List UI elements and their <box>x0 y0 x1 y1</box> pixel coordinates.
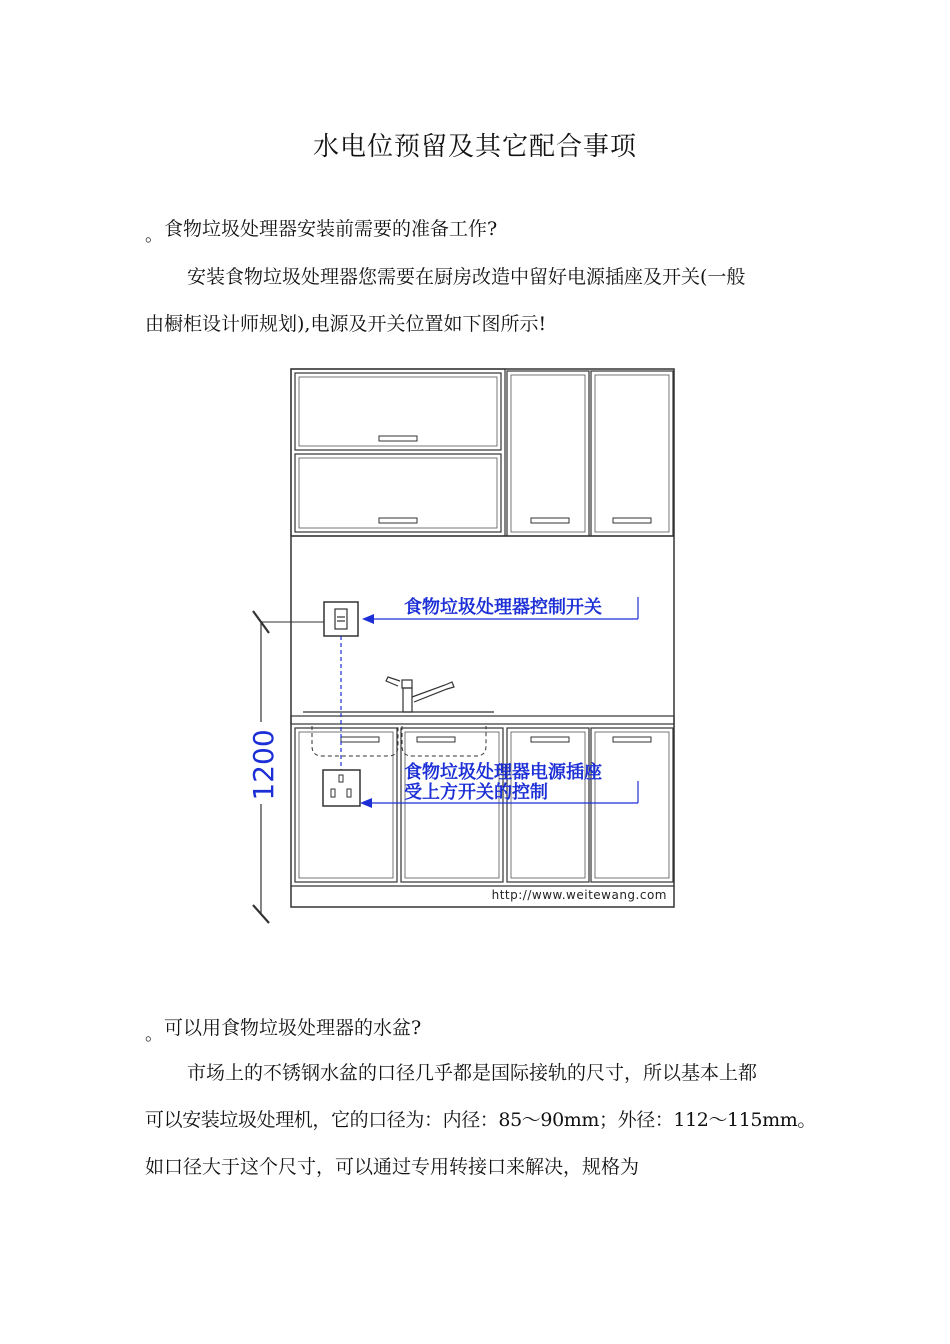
countertop <box>291 716 674 724</box>
upper-door <box>295 454 501 532</box>
upper-door-panel <box>595 375 669 532</box>
socket-label-line1: 食物垃圾处理器电源插座 <box>404 762 602 783</box>
door-handle <box>613 518 651 523</box>
door-handle <box>379 436 417 441</box>
bullet-mark: 。 <box>145 225 163 246</box>
socket-label-line2: 受上方开关的控制 <box>404 782 548 803</box>
page-title: 水电位预留及其它配合事项 <box>312 132 637 162</box>
upper-door <box>507 371 589 536</box>
lower-door <box>591 728 673 882</box>
upper-door <box>295 373 501 450</box>
control-switch-icon <box>324 602 358 636</box>
question-text: 食物垃圾处理器安装前需要的准备工作? <box>164 218 498 240</box>
faucet-icon <box>386 677 454 712</box>
arrow-left-icon <box>360 798 372 808</box>
paragraph-line: 市场上的不锈钢水盆的口径几乎都是国际接轨的尺寸，所以基本上都 <box>187 1062 758 1084</box>
question-heading-1 <box>145 214 498 246</box>
door-handle <box>613 737 651 742</box>
paragraph-line: 安装食物垃圾处理器您需要在厨房改造中留好电源插座及开关(一般 <box>187 266 746 288</box>
lower-door <box>401 728 503 882</box>
door-handle <box>379 518 417 523</box>
door-handle <box>531 518 569 523</box>
door-handle <box>341 737 379 742</box>
upper-door-panel <box>511 375 585 532</box>
upper-cabinet-left <box>291 369 505 536</box>
switch-label: 食物垃圾处理器控制开关 <box>404 597 602 618</box>
sink-basin-right <box>402 726 486 756</box>
paragraph-line: 如口径大于这个尺寸，可以通过专用转接口来解决，规格为 <box>145 1156 640 1178</box>
door-handle <box>417 737 455 742</box>
paragraph-2 <box>145 1050 845 1191</box>
arrow-left-icon <box>362 614 374 624</box>
bullet-mark: 。 <box>145 1024 163 1045</box>
kitchen-cabinet-diagram <box>240 360 685 930</box>
paragraph-line: 可以安装垃圾处理机，它的口径为：内径：85～90mm；外径：112～115mm。 <box>145 1109 816 1131</box>
question-heading-2 <box>145 1013 422 1045</box>
power-socket-icon <box>323 770 360 806</box>
question-text: 可以用食物垃圾处理器的水盆? <box>164 1017 422 1039</box>
dimension-label: 1200 <box>247 729 280 801</box>
sink-basin-left <box>312 726 398 756</box>
paragraph-1 <box>145 254 835 348</box>
door-handle <box>531 737 569 742</box>
paragraph-line: 由橱柜设计师规划),电源及开关位置如下图所示! <box>145 313 547 335</box>
lower-door <box>507 728 589 882</box>
upper-door <box>591 371 673 536</box>
source-url: http://www.weitewang.com <box>491 888 667 902</box>
